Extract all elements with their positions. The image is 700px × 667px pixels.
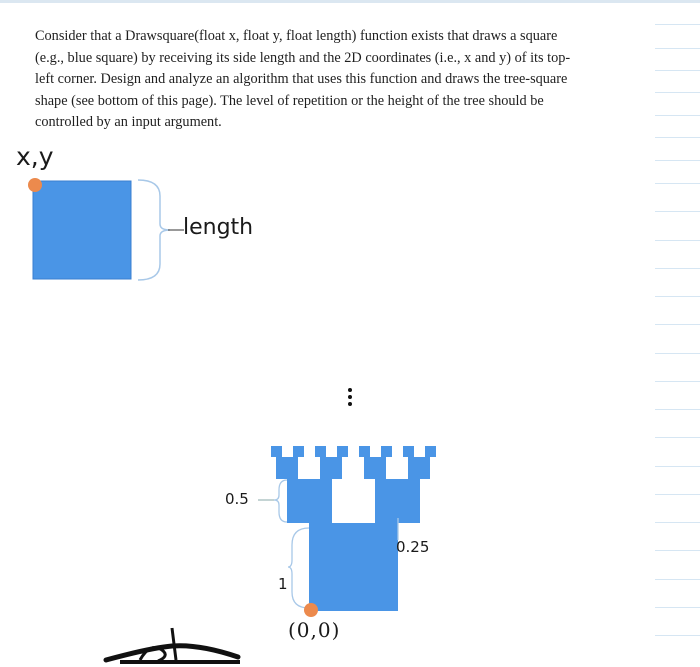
problem-line: (e.g., blue square) by receiving its side length and the 2D coordinates (i.e., x and y) of its top- xyxy=(35,49,571,66)
tree-level2-square xyxy=(375,479,420,523)
dot xyxy=(348,402,352,406)
dot xyxy=(348,388,352,392)
scribble-mark xyxy=(172,628,176,660)
problem-line: left corner. Design and analyze an algorithm that uses this function and draws the tree-square xyxy=(35,71,568,87)
coordinate-label: x,y xyxy=(16,142,54,171)
unit-length-bracket xyxy=(288,528,309,608)
top-left-corner-marker xyxy=(28,178,42,192)
tree-level3-square xyxy=(276,457,298,479)
problem-line: shape (see bottom of this page). The level of repetition or the height of the tree should be xyxy=(35,92,544,109)
tree-trunk-square xyxy=(309,523,398,611)
problem-line: controlled by an input argument. xyxy=(35,114,222,130)
tree-level4-square xyxy=(425,446,436,457)
origin-corner-marker xyxy=(304,603,318,617)
tree-level4-square xyxy=(315,446,326,457)
tree-level2-square xyxy=(287,479,332,523)
half-length-label: 0.5 xyxy=(225,490,249,508)
quarter-length-label: 0.25 xyxy=(396,538,430,556)
scribble-mark xyxy=(106,646,238,660)
length-bracket xyxy=(138,180,170,280)
continuation-dots xyxy=(346,388,354,409)
problem-line: Consider that a Drawsquare(float x, float y, float length) function exists that draws a square xyxy=(35,28,558,44)
tree-level3-square xyxy=(408,457,430,479)
tree-level4-square xyxy=(271,446,282,457)
tree-level3-square xyxy=(320,457,342,479)
tree-level3-square xyxy=(364,457,386,479)
half-length-bracket xyxy=(274,480,287,522)
example-square xyxy=(33,181,131,279)
dot xyxy=(348,395,352,399)
tree-level4-square xyxy=(381,446,392,457)
length-label: length xyxy=(183,215,254,240)
tree-level4-square xyxy=(403,446,414,457)
tree-level4-square xyxy=(293,446,304,457)
tree-level4-square xyxy=(337,446,348,457)
origin-label: (0,0) xyxy=(288,618,341,642)
unit-length-label: 1 xyxy=(278,575,288,593)
tree-level4-square xyxy=(359,446,370,457)
